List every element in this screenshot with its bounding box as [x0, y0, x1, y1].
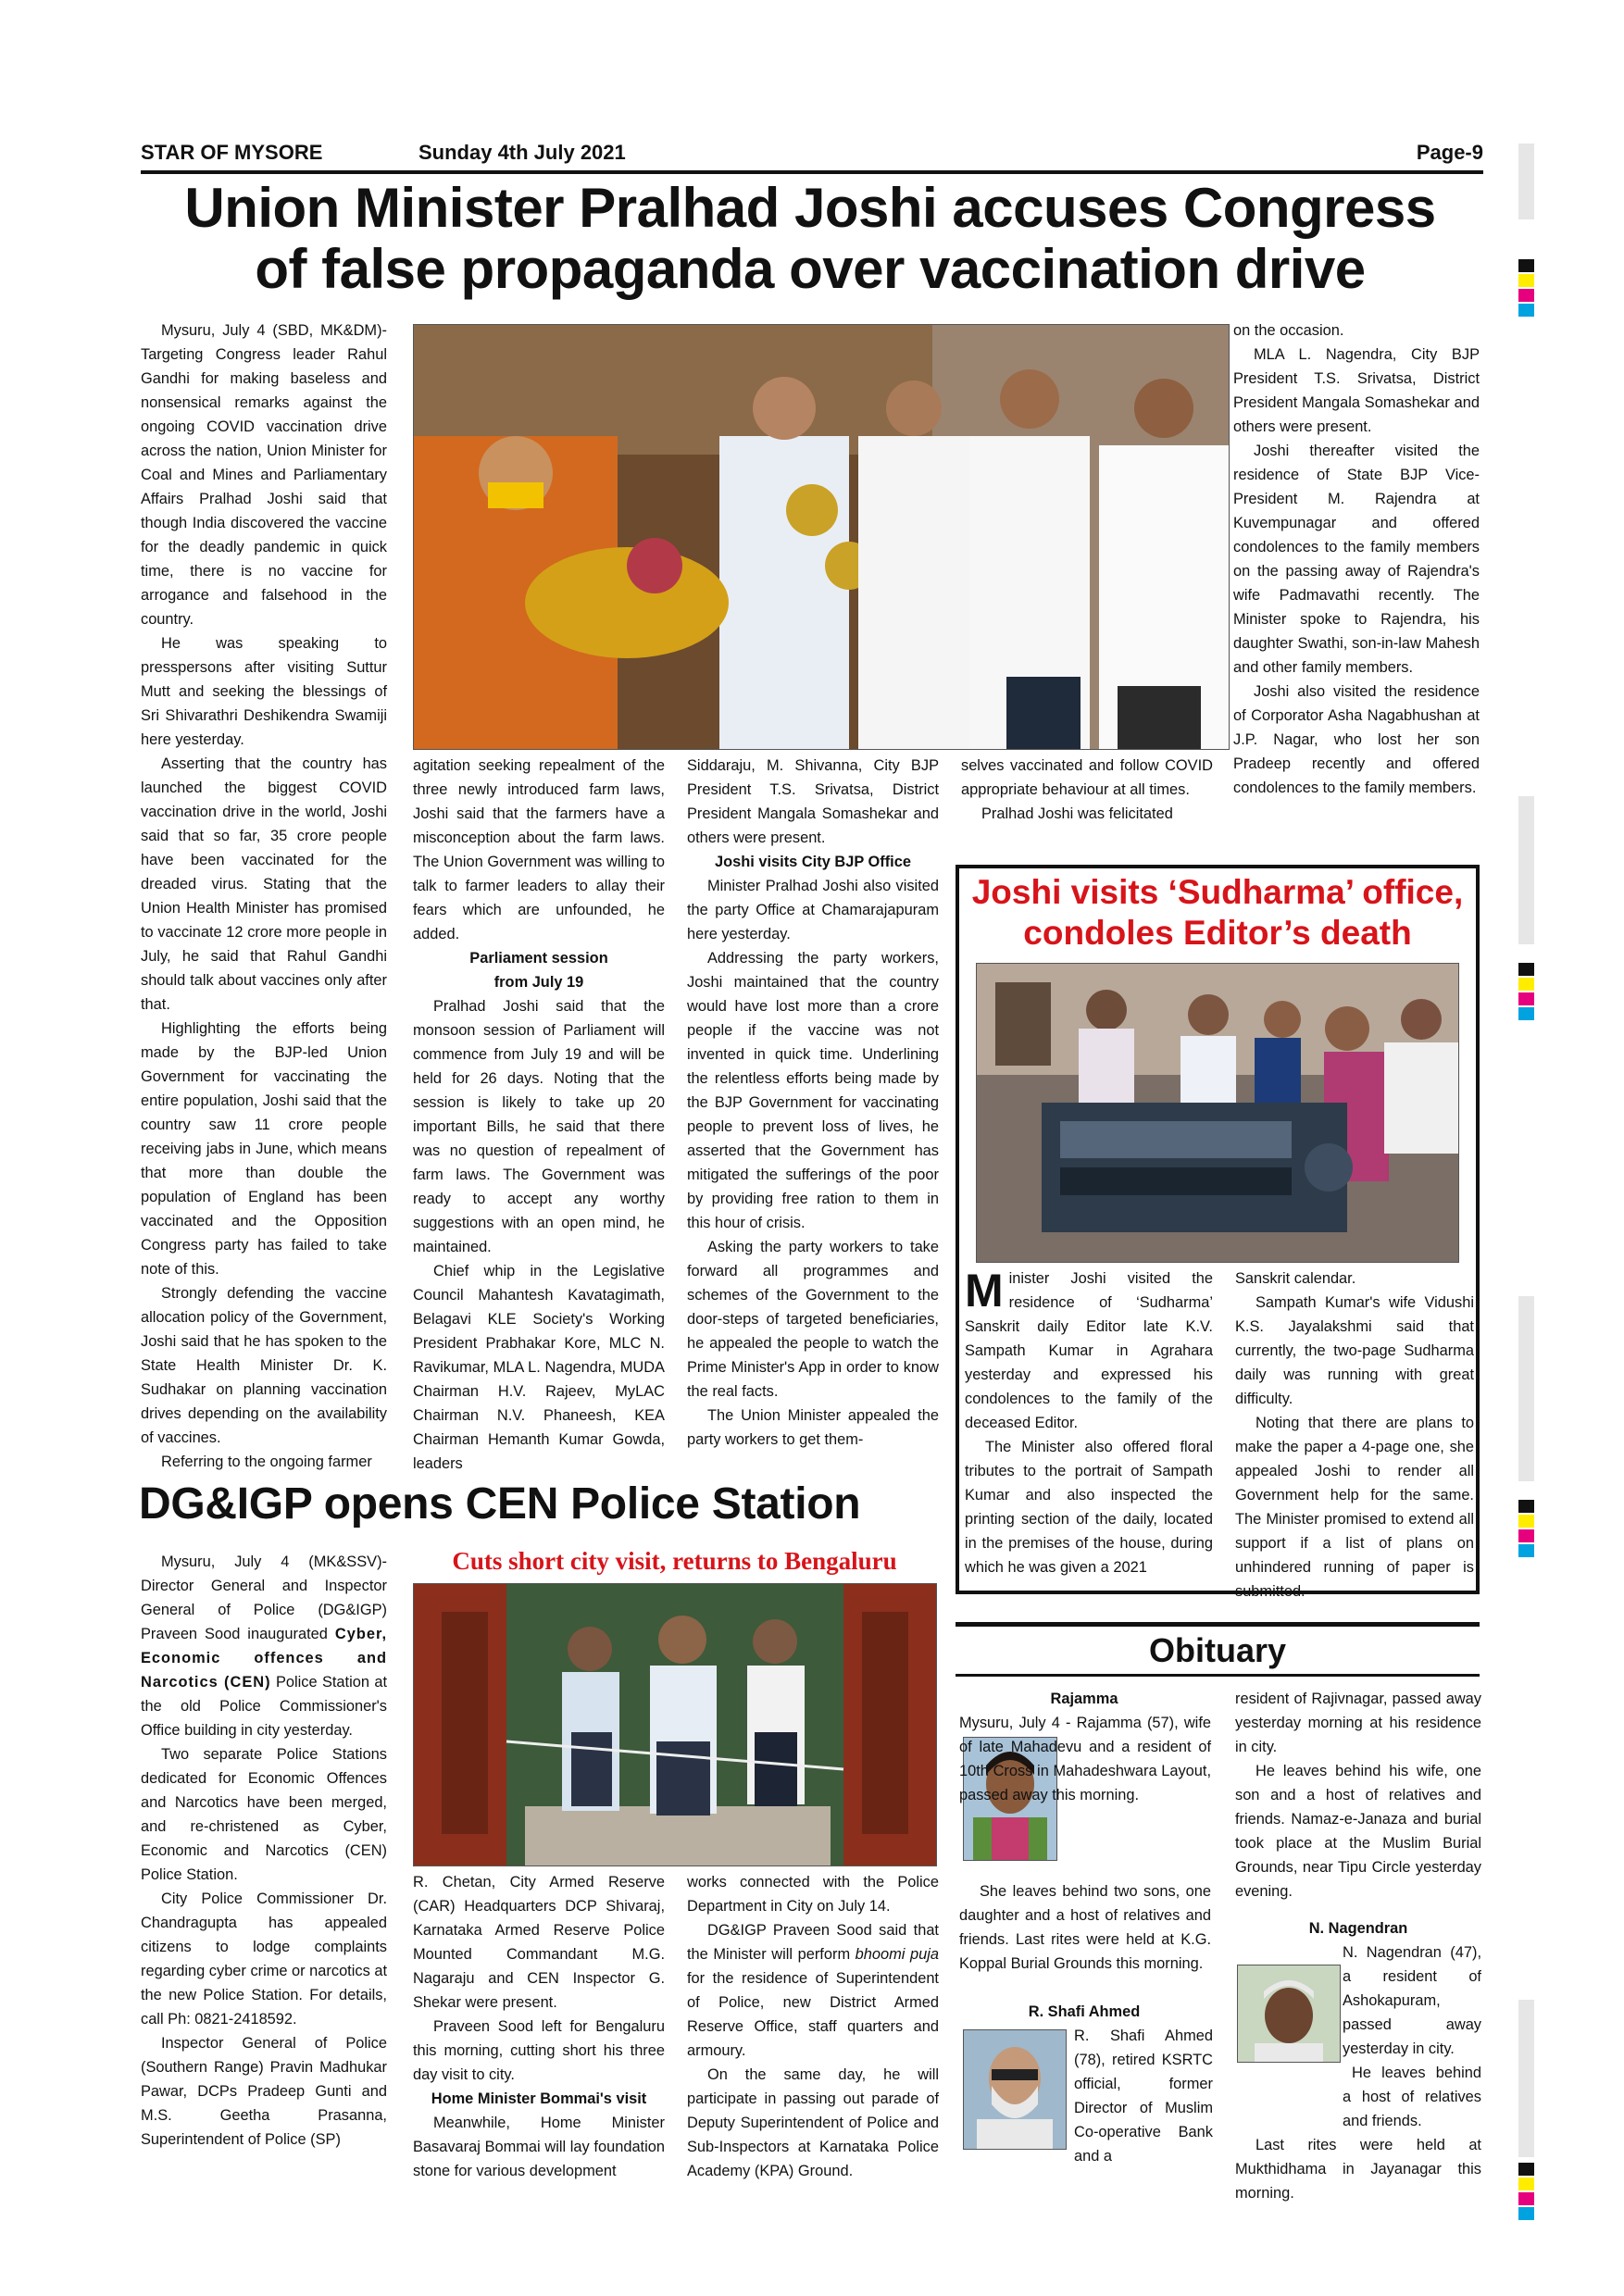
obituary-name-nagendran: N. Nagendran	[1308, 1920, 1408, 1937]
registration-black-3	[1518, 1500, 1534, 1513]
paragraph: Strongly defending the vaccine allocation policy of the Government, Joshi said that he has spoken to the State Health Minister Dr. K. Sudhakar on planning vaccination drives depending on the availability of vaccines.	[141, 1285, 387, 1446]
cen-column-1	[141, 1550, 387, 2152]
paragraph: On the same day, he will participate in passing out parade of Deputy Superintendent of Police and Sub-Inspectors at Karnataka Police Academy (KPA) Ground.	[687, 2066, 939, 2179]
registration-black-2	[1518, 963, 1534, 976]
paragraph-text: for the residence of Superintendent of Police, new District Armed Reserve Office, staff quarters and armoury.	[687, 1970, 939, 2059]
paragraph	[687, 1918, 939, 2063]
paragraph: Asking the party workers to take forward all programmes and schemes of the Government to the door-steps of targeted beneficiaries, he appealed the people to watch the Prime Minister's App in order to know the real facts.	[687, 1239, 939, 1400]
paragraph: Praveen Sood left for Bengaluru this morning, cutting short his three day visit to city.	[413, 2018, 665, 2083]
paragraph: resident of Rajivnagar, passed away yesterday morning at his residence in city.	[1235, 1691, 1481, 1755]
paragraph: Referring to the ongoing farmer	[161, 1454, 372, 1470]
obituary-rajamma-text-2	[959, 1879, 1211, 1976]
cen-headline: DG&IGP opens CEN Police Station	[139, 1479, 861, 1529]
paragraph: The Union Minister appealed the party workers to get them-	[687, 1407, 939, 1448]
registration-magenta	[1518, 289, 1534, 302]
sudharma-headline	[963, 872, 1472, 954]
paragraph: Sanskrit calendar.	[1235, 1270, 1356, 1287]
registration-yellow-4	[1518, 2177, 1534, 2190]
paragraph: selves vaccinated and follow COVID appropriate behaviour at all times.	[961, 757, 1213, 798]
cen-bold-name: Cyber, Economic offences and Narcotics (CEN)	[141, 1626, 387, 1691]
paragraph: The Minister also offered floral tributes to the portrait of Sampath Kumar and also inspected the printing section of the daily, located in the premises of the house, during which he was given a 2021	[965, 1439, 1213, 1576]
main-story-column-1	[141, 318, 387, 1474]
subheading-home-minister: Home Minister Bommai's visit	[431, 2090, 647, 2107]
main-headline	[130, 178, 1491, 300]
obituary-nagendran-text	[1235, 1940, 1481, 2205]
sudharma-headline-line-2: condoles Editor’s death	[1023, 914, 1412, 952]
paragraph: Asserting that the country has launched the biggest COVID vaccination drive in the world, Joshi said that so far, 35 crore people have been vaccinated for the dreaded virus. Stating that the Union Health Minister has promised to vaccinate 12 crore more people in July, he said that Rahul Gandhi should talk about vaccines only after that.	[141, 755, 387, 1013]
paragraph-with-dropcap	[965, 1267, 1213, 1435]
paragraph: Joshi also visited the residence of Corporator Asha Nagabhushan at J.P. Nagar, who lost her son Pradeep recently and offered condolences to the family members.	[1233, 683, 1480, 796]
dropcap: M	[965, 1265, 1004, 1316]
obituary-name-rajamma: Rajamma	[1050, 1691, 1118, 1707]
paragraph: He leaves behind a host of relatives and friends.	[1343, 2065, 1481, 2129]
cen-intro-rest: Police Station at the old Police Commissioner's Office building in city yesterday.	[141, 1674, 388, 1739]
paragraph	[959, 1711, 1211, 1807]
obituary-heading: Obituary	[1148, 1631, 1287, 1669]
subheading-parliament: Parliament session	[469, 950, 608, 967]
registration-black-4	[1518, 2163, 1534, 2176]
registration-magenta-3	[1518, 1529, 1534, 1542]
main-story-column-4	[961, 754, 1213, 826]
masthead	[141, 139, 1483, 174]
paragraph: Pralhad Joshi was felicitated	[981, 805, 1173, 822]
issue-date: Sunday 4th July 2021	[418, 141, 626, 164]
paragraph: on the occasion.	[1233, 322, 1344, 339]
main-story-photo	[413, 324, 1230, 750]
paragraph: Minister Pralhad Joshi also visited the party Office at Chamarajapuram here yesterday.	[687, 878, 939, 942]
paragraph-text: DG&IGP Praveen Sood said that the Minister will perform	[687, 1922, 939, 1963]
subheading-bjp-office: Joshi visits City BJP Office	[715, 854, 911, 870]
paragraph: He was speaking to presspersons after visiting Suttur Mutt and seeking the blessings of Sri Shivarathri Deshikendra Swamiji here yesterday.	[141, 635, 387, 748]
subheading-parliament-2: from July 19	[493, 974, 584, 991]
registration-black	[1518, 259, 1534, 272]
paragraph-text: Mysuru, July 4 - Rajamma (57), wife of late Mahadevu and a resident of 10th Cross in Mahadeshwara Layout, passed away this morning.	[959, 1715, 1211, 1803]
sudharma-headline-line-1: Joshi visits ‘Sudharma’ office,	[971, 873, 1464, 911]
paragraph: Pralhad Joshi said that the monsoon session of Parliament will commence from July 19 and will be held for 26 days. Noting that the session is likely to take up 20 important Bills, he said that there was no question of repealment of farm laws. The Government was ready to accept any worthy suggestions with an open mind, he maintained.	[413, 998, 665, 1255]
paragraph: City Police Commissioner Dr. Chandragupta has appealed citizens to lodge complaints regarding cyber crime or narcotics at the new Police Station. For details, call Ph: 0821-2418592.	[141, 1890, 387, 2028]
obituary-shafi-text	[1074, 2024, 1213, 2168]
page-number: Page-9	[1416, 141, 1483, 164]
paragraph: Mysuru, July 4 (SBD, MK&DM)- Targeting Congress leader Rahul Gandhi for making baseless and nonsensical remarks against the ongoing COVID vaccination drive across the nation, Union Minister for Coal and Mines and Parliamentary Affairs Pralhad Joshi said that though India discovered the vaccine for the deadly pandemic in quick time, there is no vaccine for arrogance and falsehood in the country.	[141, 322, 387, 628]
paragraph-text: inister Joshi visited the residence of ‘Sudharma’ Sanskrit daily Editor late K.V. Sampath Kumar in Agrahara yesterday and expressed his condolences to the family of the deceased Editor.	[965, 1270, 1213, 1431]
paragraph: Joshi thereafter visited the residence of State BJP Vice-President M. Rajendra at Kuvempunagar and offered condolences to the family members on the passing away of Rajendra's wife Padmavathi recently. The Minister spoke to Rajendra, his daughter Swathi, son-in-law Mahesh and other family members.	[1233, 443, 1480, 676]
cen-intro: Mysuru, July 4 (MK&SSV)- Director General and Inspector General of Police (DG&IGP) Praveen Sood inaugurated	[141, 1554, 387, 1642]
paragraph: Sampath Kumar's wife Vidushi K.S. Jayalakshmi said that currently, the two-page Sudharma daily was running with great difficulty.	[1235, 1294, 1474, 1407]
registration-cyan	[1518, 304, 1534, 317]
paragraph: She leaves behind two sons, one daughter and a host of relatives and friends. Last rites were held at K.G. Koppal Burial Grounds this morning.	[959, 1883, 1211, 1972]
sudharma-column-1	[965, 1267, 1213, 1579]
registration-gray	[1518, 796, 1534, 944]
italic-term: bhoomi puja	[855, 1946, 939, 1963]
main-story-column-5	[1233, 318, 1480, 800]
headline-line-2: of false propaganda over vaccination drive	[255, 238, 1366, 300]
obituary-column-2	[1235, 1687, 1481, 1903]
obituary-rule-bottom	[956, 1674, 1480, 1677]
paragraph: R. Chetan, City Armed Reserve (CAR) Headquarters DCP Shivaraj, Karnataka Armed Reserve Police Mounted Commandant M.G. Nagaraju and CEN Inspector G. Shekar were present.	[413, 1874, 665, 2011]
paper-name: STAR OF MYSORE	[141, 141, 323, 164]
obituary-rule-top	[956, 1622, 1480, 1627]
shafi-photo	[963, 2029, 1067, 2150]
paragraph: agitation seeking repealment of the three newly introduced farm laws, Joshi said that the farmers have a misconception about the farm laws. The Union Government was willing to talk to farmer leaders to allay their fears which are unfounded, he added.	[413, 757, 665, 942]
paragraph: Two separate Police Stations dedicated for Economic Offences and Narcotics have been merged, and re-christened as Cyber, Economic and Narcotics (CEN) Police Station.	[141, 1746, 387, 1883]
paragraph: Addressing the party workers, Joshi maintained that the country would have lost more than a crore people if the vaccine was not invented in quick time. Underlining the relentless efforts being made by the BJP Government for vaccinating people to prevent loss of lives, he asserted that the Government has mitigated the sufferings of the poor by providing free ration to them in this hour of crisis.	[687, 950, 939, 1231]
obituary-name-shafi: R. Shafi Ahmed	[1028, 2003, 1141, 2020]
registration-cyan-3	[1518, 1544, 1534, 1557]
registration-magenta-4	[1518, 2192, 1534, 2205]
paragraph: Last rites were held at Mukthidhama in Jayanagar this morning.	[1235, 2137, 1481, 2202]
paragraph: works connected with the Police Department in City on July 14.	[687, 1874, 939, 1915]
paragraph: Chief whip in the Legislative Council Mahantesh Kavatagimath, Belagavi KLE Society's Working President Prabhakar Kore, MLC N. Ravikumar, MLA L. Nagendra, MUDA Chairman H.V. Rajeev, MyLAC Chairman N.V. Phaneesh, KEA Chairman Hemanth Kumar Gowda, leaders	[413, 1263, 665, 1472]
registration-strip	[1518, 144, 1534, 219]
paragraph: Siddaraju, M. Shivanna, City BJP President T.S. Srivatsa, District President Mangala Somashekar and others were present.	[687, 757, 939, 846]
paragraph	[141, 1550, 387, 1742]
registration-cyan-4	[1518, 2207, 1534, 2220]
paragraph: R. Shafi Ahmed (78), retired KSRTC official, former Director of Muslim Co-operative Bank and a	[1074, 2028, 1213, 2165]
registration-yellow	[1518, 274, 1534, 287]
registration-gray-3	[1518, 2000, 1534, 2157]
paragraph: MLA L. Nagendra, City BJP President T.S. Srivatsa, District President Mangala Somashekar and others were present.	[1233, 346, 1480, 435]
registration-magenta-2	[1518, 992, 1534, 1005]
paragraph: N. Nagendran (47), a resident of Ashokapuram, passed away yesterday in city.	[1343, 1944, 1481, 2057]
paragraph: Noting that there are plans to make the paper a 4-page one, she appealed Joshi to render all Government help for the same. The Minister promised to extend all support if a list of plans on unhindered running of paper is submitted.	[1235, 1415, 1474, 1600]
headline-line-1: Union Minister Pralhad Joshi accuses Congress	[184, 177, 1436, 239]
cen-column-2	[413, 1870, 665, 2183]
paragraph: Inspector General of Police (Southern Range) Pravin Madhukar Pawar, DCPs Pradeep Gunti and M.S. Geetha Prasanna, Superintendent of Police (SP)	[141, 2035, 387, 2148]
sudharma-column-2	[1235, 1267, 1474, 1603]
obituary-rajamma-text	[959, 1711, 1211, 1807]
registration-yellow-3	[1518, 1515, 1534, 1528]
registration-cyan-2	[1518, 1007, 1534, 1020]
paragraph: He leaves behind his wife, one son and a host of relatives and friends. Namaz-e-Janaza and burial took place at the Muslim Burial Grounds, near Tipu Circle yesterday evening.	[1235, 1763, 1481, 1900]
sudharma-photo	[976, 963, 1459, 1263]
main-story-column-2	[413, 754, 665, 1476]
cen-kicker: Cuts short city visit, returns to Bengaluru	[452, 1547, 897, 1575]
cen-photo	[413, 1583, 937, 1866]
main-story-column-3	[687, 754, 939, 1452]
paragraph: Meanwhile, Home Minister Basavaraj Bommai will lay foundation stone for various development	[413, 2115, 665, 2179]
paragraph: Highlighting the efforts being made by the BJP-led Union Government for vaccinating the entire population, Joshi said that the country saw 11 crore people receiving jabs in June, which means that more than double the population of England has been vaccinated and the Opposition Congress party has failed to take note of this.	[141, 1020, 387, 1278]
registration-gray-2	[1518, 1296, 1534, 1481]
cen-column-3	[687, 1870, 939, 2183]
registration-yellow-2	[1518, 978, 1534, 991]
